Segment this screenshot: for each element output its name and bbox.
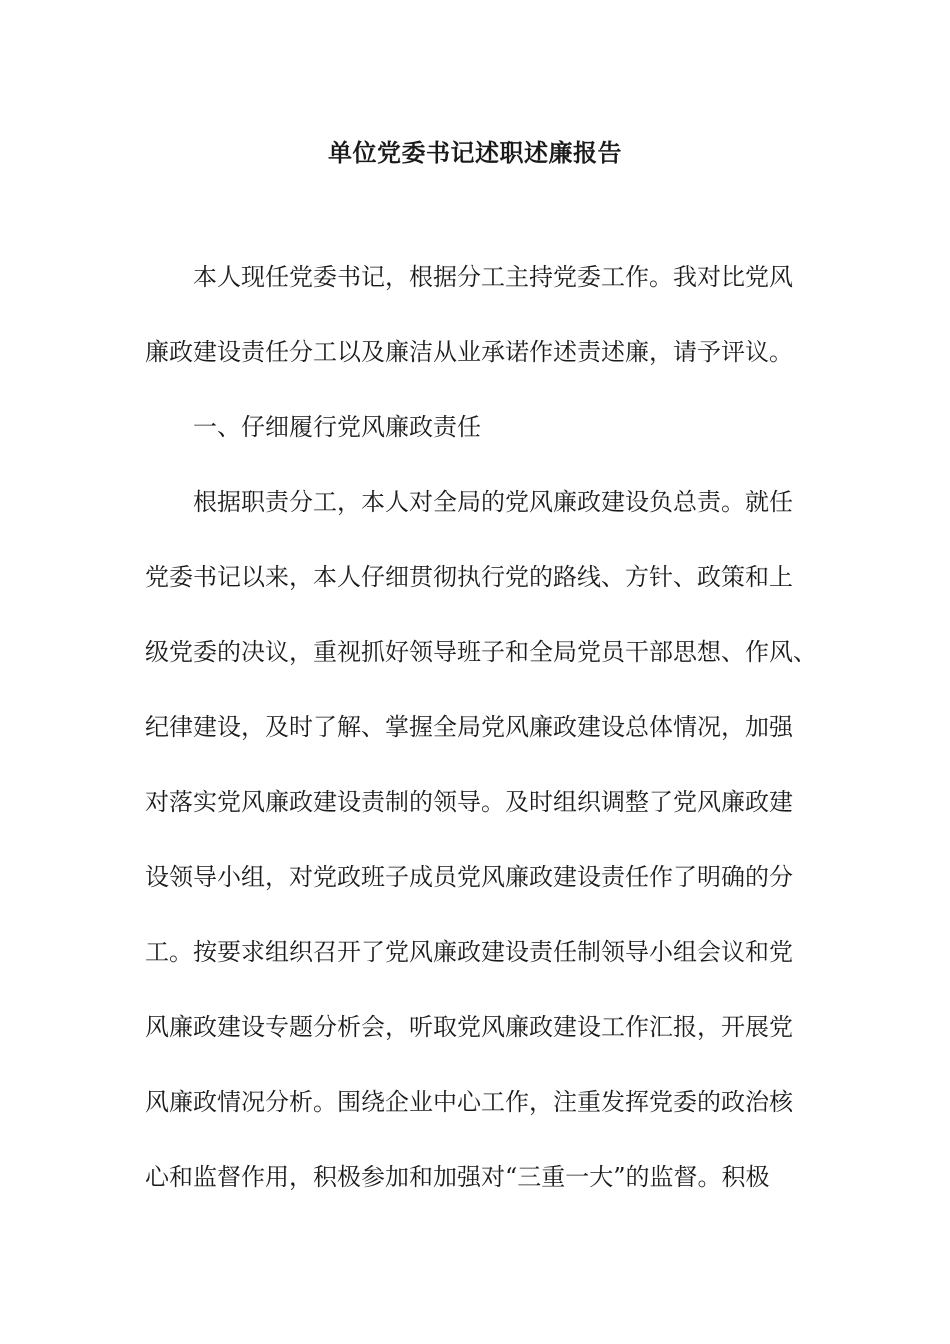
paragraph-line: 风廉政情况分析。围绕企业中心工作，注重发挥党委的政治核	[145, 1088, 793, 1116]
paragraph-line: 级党委的决议，重视抓好领导班子和全局党员干部思想、作风、	[145, 638, 817, 666]
paragraph-line: 风廉政建设专题分析会，听取党风廉政建设工作汇报，开展党	[145, 1013, 793, 1041]
paragraph-line: 党委书记以来，本人仔细贯彻执行党的路线、方针、政策和上	[145, 563, 793, 591]
paragraph-line: 对落实党风廉政建设责制的领导。及时组织调整了党风廉政建	[145, 788, 793, 816]
paragraph-line: 工。按要求组织召开了党风廉政建设责任制领导小组会议和党	[145, 938, 793, 966]
document-title: 单位党委书记述职述廉报告	[328, 138, 622, 167]
paragraph-line: 本人现任党委书记，根据分工主持党委工作。我对比党风	[193, 263, 793, 291]
paragraph-line: 设领导小组，对党政班子成员党风廉政建设责任作了明确的分	[145, 863, 793, 891]
paragraph-line: 根据职责分工，本人对全局的党风廉政建设负总责。就任	[193, 488, 793, 516]
paragraph-line: 纪律建设，及时了解、掌握全局党风廉政建设总体情况，加强	[145, 713, 793, 741]
paragraph-line: 廉政建设责任分工以及廉洁从业承诺作述责述廉，请予评议。	[145, 338, 793, 366]
paragraph-line: 心和监督作用，积极参加和加强对“三重一大”的监督。积极	[145, 1163, 770, 1191]
section-heading: 一、仔细履行党风廉政责任	[193, 413, 481, 441]
